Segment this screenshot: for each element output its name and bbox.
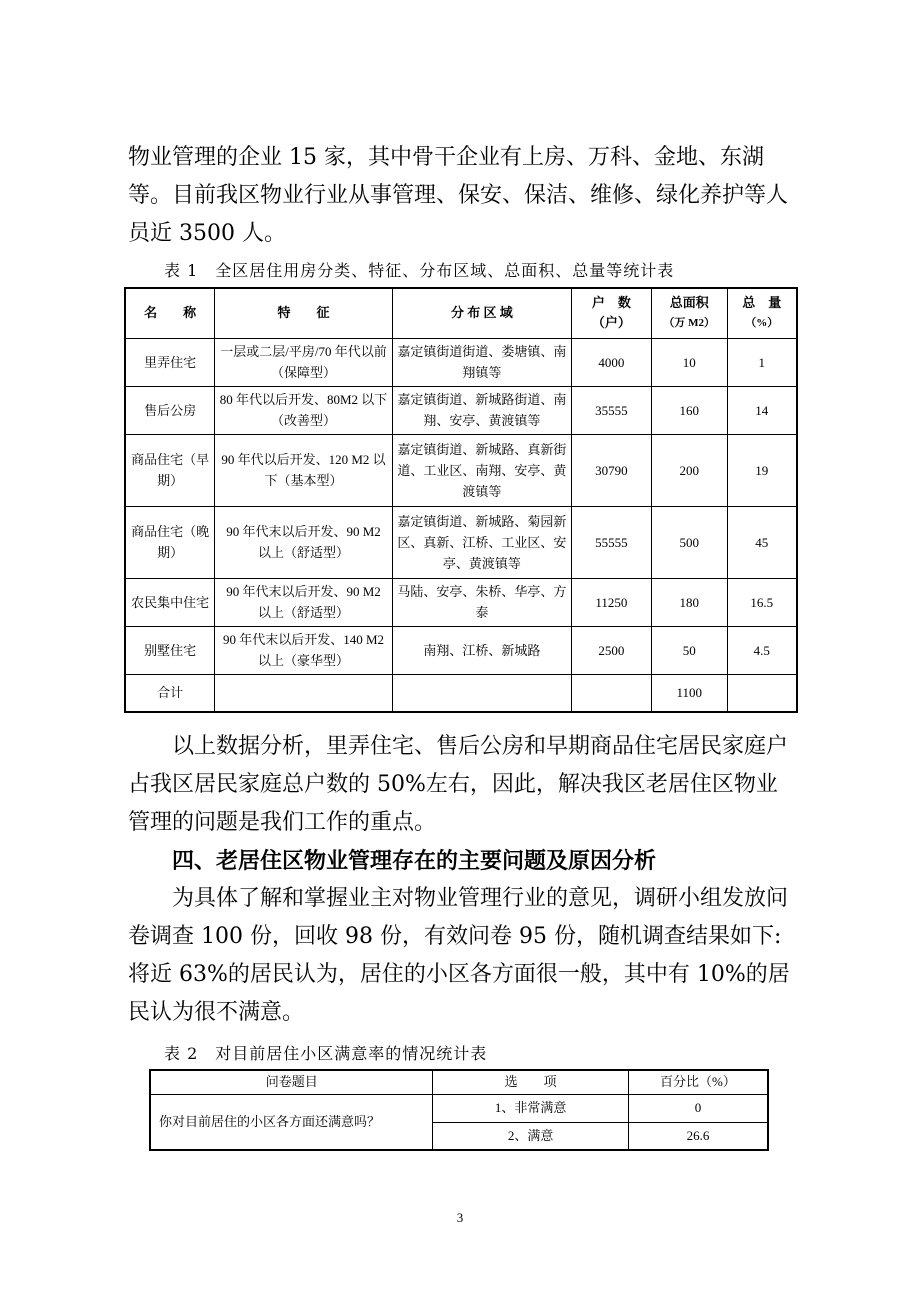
- cell-feature: 90 年代以后开发、120 M2 以下（基本型）: [215, 434, 392, 506]
- cell-feature: 80 年代以后开发、80M2 以下（改善型）: [215, 386, 392, 434]
- cell-feature: 90 年代末以后开发、140 M2 以上（豪华型）: [215, 626, 392, 674]
- table-row: [125, 434, 797, 506]
- cell-empty: [571, 674, 651, 712]
- table-sum-row: [125, 674, 797, 712]
- cell-area: 嘉定镇街道、新城路、真新街道、工业区、南翔、安亭、黄渡镇等: [392, 434, 571, 506]
- table-row: [125, 506, 797, 578]
- cell-total-area: 10: [651, 338, 727, 386]
- cell-question: 你对目前居住的小区各方面还满意吗？: [150, 1094, 433, 1150]
- cell-name: 售后公房: [125, 386, 215, 434]
- header-feature: 特 征: [215, 288, 392, 338]
- table-row: [150, 1094, 768, 1122]
- cell-area: 马陆、安亭、朱桥、华亭、方泰: [392, 578, 571, 626]
- table-row: [125, 578, 797, 626]
- cell-total: 19: [727, 434, 797, 506]
- paragraph-survey: 为具体了解和掌握业主对物业管理行业的意见，调研小组发放问卷调查 100 份，回收 98 份，有效问卷 95 份，随机调查结果如下: 将近 63%的居民认为，居住的小区各方面很一般，其中有 10%的居民认为很不满意。: [128, 886, 790, 1025]
- table-header-row: [125, 288, 797, 338]
- header-total: 总 量 （%）: [727, 288, 797, 338]
- table-row: [125, 626, 797, 674]
- cell-total-area: 500: [651, 506, 727, 578]
- cell-percent: 0: [628, 1094, 768, 1122]
- header-option: 选 项: [433, 1070, 628, 1094]
- cell-total: 4.5: [727, 626, 797, 674]
- cell-name: 农民集中住宅: [125, 578, 215, 626]
- cell-area: 南翔、江桥、新城路: [392, 626, 571, 674]
- cell-total: 14: [727, 386, 797, 434]
- header-percent: 百分比（%）: [628, 1070, 768, 1094]
- cell-sum-total-area: 1100: [651, 674, 727, 712]
- cell-total-area: 180: [651, 578, 727, 626]
- satisfaction-table: [149, 1069, 769, 1151]
- cell-name: 商品住宅（早期）: [125, 434, 215, 506]
- cell-name: 里弄住宅: [125, 338, 215, 386]
- section-heading-4: 四、老居住区物业管理存在的主要问题及原因分析: [172, 848, 657, 874]
- cell-households: 30790: [571, 434, 651, 506]
- cell-option: 2、满意: [433, 1122, 628, 1150]
- cell-total-area: 200: [651, 434, 727, 506]
- header-question: 问卷题目: [150, 1070, 433, 1094]
- cell-option: 1、非常满意: [433, 1094, 628, 1122]
- header-households: 户 数 （户）: [571, 288, 651, 338]
- cell-area: 嘉定镇街道、新城路街道、南翔、安亭、黄渡镇等: [392, 386, 571, 434]
- cell-feature: 90 年代末以后开发、90 M2 以上（舒适型）: [215, 578, 392, 626]
- cell-sum-label: 合计: [125, 674, 215, 712]
- table-row: [125, 338, 797, 386]
- cell-households: 35555: [571, 386, 651, 434]
- cell-name: 商品住宅（晚期）: [125, 506, 215, 578]
- header-name: 名 称: [125, 288, 215, 338]
- cell-total: 16.5: [727, 578, 797, 626]
- cell-empty: [392, 674, 571, 712]
- cell-feature: 一层或二层/平房/70 年代以前（保障型）: [215, 338, 392, 386]
- table1-caption: 表 1 全区居住用房分类、特征、分布区域、总面积、总量等统计表: [164, 261, 675, 280]
- housing-statistics-table: [124, 287, 798, 713]
- cell-households: 4000: [571, 338, 651, 386]
- cell-empty: [215, 674, 392, 712]
- cell-area: 嘉定镇街道街道、娄塘镇、南翔镇等: [392, 338, 571, 386]
- cell-households: 11250: [571, 578, 651, 626]
- paragraph-personnel: 目前我区物业行业从事管理、保安、保洁、维修、绿化养护等人员近 3500 人。: [128, 183, 789, 246]
- cell-empty: [727, 674, 797, 712]
- table-header-row: [150, 1070, 768, 1094]
- paragraph-analysis: 以上数据分析，里弄住宅、售后公房和早期商品住宅居民家庭户占我区居民家庭总户数的 50%左右，因此，解决我区老居住区物业管理的问题是我们工作的重点。: [128, 734, 789, 835]
- cell-percent: 26.6: [628, 1122, 768, 1150]
- header-area: 分 布 区 域: [392, 288, 571, 338]
- cell-households: 55555: [571, 506, 651, 578]
- header-total-area: 总面积 （万 M2）: [651, 288, 727, 338]
- paragraph-enterprises: 物业管理的企业 15 家，其中骨干企业有上房、万科、金地、东湖等。: [128, 145, 764, 208]
- cell-total-area: 160: [651, 386, 727, 434]
- table2-caption: 表 2 对目前居住小区满意率的情况统计表: [164, 1044, 488, 1063]
- cell-name: 别墅住宅: [125, 626, 215, 674]
- cell-total-area: 50: [651, 626, 727, 674]
- page-number: 3: [456, 1210, 464, 1225]
- table-row: [125, 386, 797, 434]
- cell-total: 45: [727, 506, 797, 578]
- cell-total: 1: [727, 338, 797, 386]
- cell-feature: 90 年代末以后开发、90 M2 以上（舒适型）: [215, 506, 392, 578]
- cell-households: 2500: [571, 626, 651, 674]
- cell-area: 嘉定镇街道、新城路、菊园新区、真新、江桥、工业区、安亭、黄渡镇等: [392, 506, 571, 578]
